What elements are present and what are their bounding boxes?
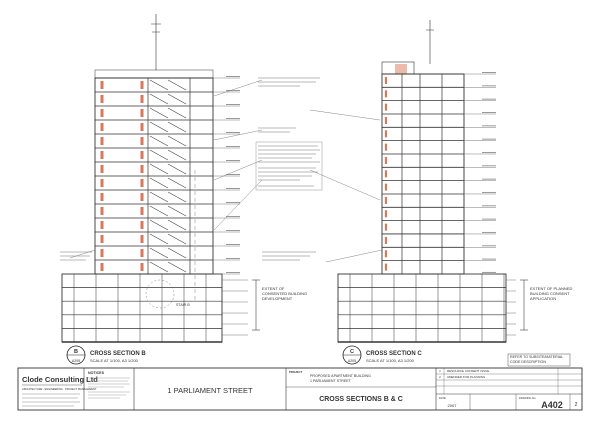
drawing-title: CROSS SECTIONS B & C <box>319 396 403 403</box>
date-label: DATE <box>439 397 446 400</box>
project-desc: PROPOSED APARTMENT BUILDING <box>310 374 371 378</box>
section-b-scale: SCALE AT 1/100, A3 1/200 <box>90 358 138 363</box>
extent-note-b: EXTENT OF CONSENTED BUILDING DEVELOPMENT <box>262 286 308 301</box>
notices-heading: NOTICES <box>88 371 104 375</box>
revision-text: RESOURCE CONSENT ISSUE <box>447 369 490 373</box>
revision-no: 1 <box>439 369 441 373</box>
section-c-bubble-ref: A205 <box>347 359 357 363</box>
section-c-scale: SCALE AT 1/100, A3 1/200 <box>366 358 414 363</box>
revision-no: 2 <box>439 375 441 379</box>
company-subtitle: ARCHITECTURE · ENGINEERING · PROJECT MANAGEMENT <box>22 388 97 391</box>
section-b-bubble-letter: B <box>74 349 78 355</box>
drawing-number: A402 <box>541 400 563 410</box>
section-b-bubble-ref: A205 <box>71 359 81 363</box>
revision-text: AMENDED FOR PLANNING <box>447 375 486 379</box>
project-name: 1 PARLIAMENT STREET <box>167 386 253 395</box>
company-name: Clode Consulting Ltd <box>22 375 98 384</box>
project-label: PROJECT <box>289 370 303 374</box>
revision-number: 2 <box>574 402 578 408</box>
section-c-bubble-letter: C <box>350 349 354 355</box>
project-address: 1 PARLIAMENT STREET <box>310 379 351 383</box>
section-c-heading: CROSS SECTION C <box>366 351 422 357</box>
drawing-no-label: DRAWING No. <box>519 397 537 400</box>
date-value: 2007 <box>447 403 457 408</box>
extent-note-c: EXTENT OF PLANNED BUILDING CONSENT APPLICATION <box>530 286 573 301</box>
section-b-heading: CROSS SECTION B <box>90 351 146 357</box>
refer-note-text: REFER TO SUBSITE/MATERIAL CODE DESCRIPTION <box>510 355 563 364</box>
stair-b-label: STAIR B <box>176 303 190 307</box>
